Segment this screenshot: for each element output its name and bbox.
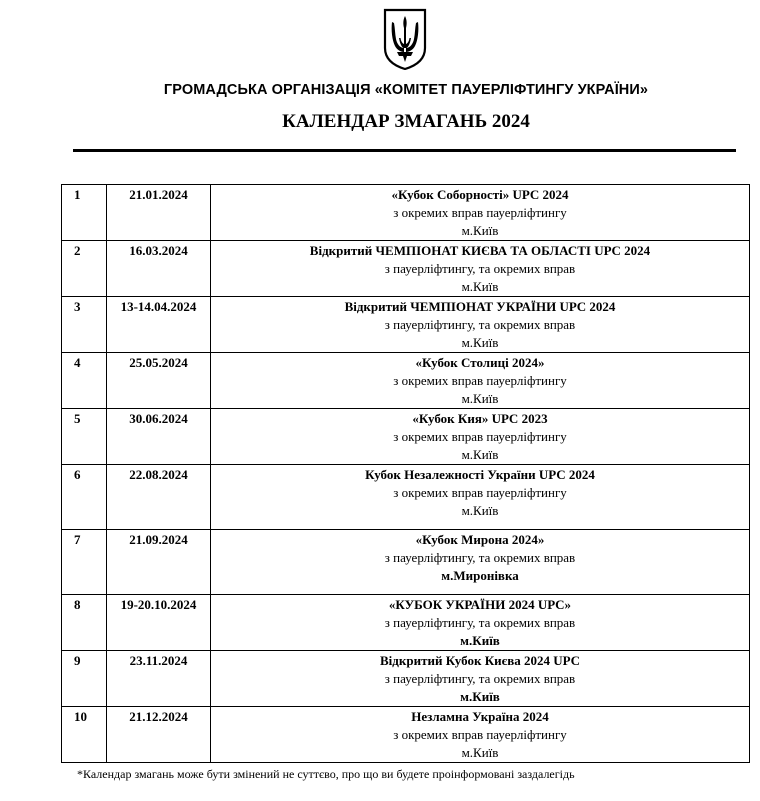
event-date: 19-20.10.2024 — [107, 595, 211, 651]
event-number: 3 — [62, 297, 107, 353]
event-title: Відкритий Кубок Києва 2024 UPC — [380, 653, 580, 668]
event-location: м.Київ — [461, 503, 499, 518]
coat-of-arms-icon — [383, 8, 427, 70]
event-number: 2 — [62, 241, 107, 297]
page-title: КАЛЕНДАР ЗМАГАНЬ 2024 — [282, 111, 530, 132]
event-title: «Кубок Мирона 2024» — [415, 532, 545, 547]
event-discipline: з пауерліфтингу, та окремих вправ — [384, 671, 576, 686]
event-date: 21.09.2024 — [107, 530, 211, 595]
event-title: «КУБОК УКРАЇНИ 2024 UPC» — [388, 597, 572, 612]
event-details — [211, 241, 750, 297]
table-row — [62, 353, 750, 409]
event-discipline: з пауерліфтингу, та окремих вправ — [384, 550, 576, 565]
event-date: 22.08.2024 — [107, 465, 211, 530]
event-discipline: з окремих вправ пауерліфтингу — [393, 205, 567, 220]
organization-name: ГРОМАДСЬКА ОРГАНІЗАЦІЯ «КОМІТЕТ ПАУЕРЛІФТИНГУ УКРАЇНИ» — [163, 82, 649, 98]
event-location: м.Київ — [461, 279, 499, 294]
event-location: м.Київ — [461, 447, 499, 462]
event-date: 30.06.2024 — [107, 409, 211, 465]
event-number: 4 — [62, 353, 107, 409]
event-date: 25.05.2024 — [107, 353, 211, 409]
event-location: м.Київ — [461, 223, 499, 238]
event-discipline: з окремих вправ пауерліфтингу — [393, 727, 567, 742]
event-location: м.Київ — [460, 689, 500, 704]
event-number: 10 — [62, 707, 107, 763]
table-row — [62, 465, 750, 530]
event-details — [211, 651, 750, 707]
event-number: 7 — [62, 530, 107, 595]
event-details — [211, 707, 750, 763]
event-title: Кубок Незалежності України UPC 2024 — [365, 467, 595, 482]
event-date: 16.03.2024 — [107, 241, 211, 297]
event-discipline: з окремих вправ пауерліфтингу — [393, 373, 567, 388]
event-date: 21.01.2024 — [107, 185, 211, 241]
event-discipline: з окремих вправ пауерліфтингу — [393, 429, 567, 444]
table-row — [62, 409, 750, 465]
event-date: 23.11.2024 — [107, 651, 211, 707]
table-row — [62, 651, 750, 707]
event-details — [211, 185, 750, 241]
event-details — [211, 297, 750, 353]
event-number: 8 — [62, 595, 107, 651]
event-discipline: з пауерліфтингу, та окремих вправ — [384, 615, 576, 630]
event-discipline: з окремих вправ пауерліфтингу — [393, 485, 567, 500]
event-location: м.Київ — [461, 745, 499, 760]
event-title: Відкритий ЧЕМПІОНАТ КИЄВА ТА ОБЛАСТІ UPC 2024 — [309, 243, 651, 258]
event-title: Відкритий ЧЕМПІОНАТ УКРАЇНИ UPC 2024 — [344, 299, 616, 314]
event-title: «Кубок Соборності» UPC 2024 — [391, 187, 569, 202]
event-location: м.Миронівка — [441, 568, 519, 583]
footnote: *Календар змагань може бути змінений не суттєво, про що ви будете проінформовані заздалегідь — [77, 767, 575, 781]
event-number: 9 — [62, 651, 107, 707]
event-number: 5 — [62, 409, 107, 465]
event-discipline: з пауерліфтингу, та окремих вправ — [384, 261, 576, 276]
event-details — [211, 465, 750, 530]
event-date: 21.12.2024 — [107, 707, 211, 763]
event-location: м.Київ — [461, 391, 499, 406]
header-divider — [73, 149, 736, 152]
event-title: «Кубок Столиці 2024» — [415, 355, 545, 370]
event-number: 6 — [62, 465, 107, 530]
event-details — [211, 595, 750, 651]
table-row — [62, 185, 750, 241]
table-row — [62, 595, 750, 651]
events-table — [61, 184, 750, 763]
event-location: м.Київ — [460, 633, 500, 648]
table-row — [62, 707, 750, 763]
event-title: «Кубок Кия» UPC 2023 — [412, 411, 548, 426]
event-discipline: з пауерліфтингу, та окремих вправ — [384, 317, 576, 332]
event-date: 13-14.04.2024 — [107, 297, 211, 353]
table-row — [62, 241, 750, 297]
table-row — [62, 530, 750, 595]
event-details — [211, 353, 750, 409]
event-details — [211, 530, 750, 595]
event-number: 1 — [62, 185, 107, 241]
event-title: Незламна Україна 2024 — [411, 709, 549, 724]
table-row — [62, 297, 750, 353]
event-location: м.Київ — [461, 335, 499, 350]
event-details — [211, 409, 750, 465]
